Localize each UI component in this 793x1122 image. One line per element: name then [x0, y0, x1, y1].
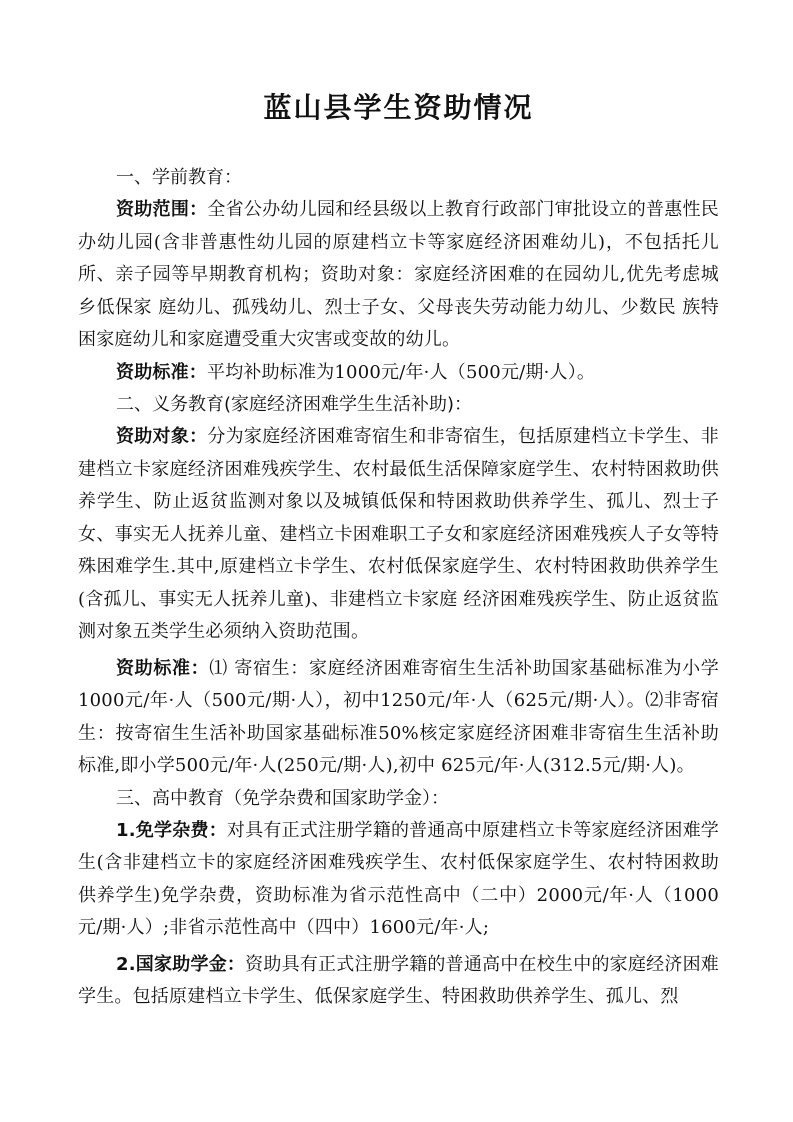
- paragraph-preschool-scope: [78, 194, 719, 357]
- paragraph-compulsory-standard: [78, 653, 719, 783]
- paragraph-text: 对具有正式注册学籍的普通高中原建档立卡等家庭经济困难学生(含非建档立卡的家庭经济困难残疾学生、农村低保家庭学生、农村特困救助供养学生)免学杂费，资助标准为省示范性高中（二中）2000元/年·人（1000元/期·人）;非省示范性高中（四中）1600元/年·人;: [78, 819, 719, 938]
- paragraph-preschool-standard: [78, 357, 719, 390]
- page-title: 蓝山县学生资助情况: [263, 91, 534, 124]
- paragraph-text: 分为家庭经济困难寄宿生和非寄宿生，包括原建档立卡学生、非建档立卡家庭经济困难残疾学生、农村最低生活保障家庭学生、农村特困救助供养学生、防止返贫监测对象以及城镇低保和特困救助供养学生、孤儿、烈士子女、事实无人抚养儿童、建档立卡困难职工子女和家庭经济困难残疾人子女等特殊困难学生.其中,原建档立卡学生、农村低保家庭学生、农村特困救助供养学生(含孤儿、事实无人抚养儿童)、非建档立卡家庭 经济困难残疾学生、防止返贫监测对象五类学生必须纳入资助范围。: [78, 426, 719, 642]
- paragraph-label: 资助标准：: [116, 657, 210, 679]
- paragraph-label: 2.国家助学金：: [116, 953, 246, 975]
- paragraph-label: 1.免学杂费：: [116, 819, 227, 841]
- paragraph-text: 平均补助标准为1000元/年·人（500元/期·人）。: [207, 361, 596, 383]
- paragraph-text: ⑴ 寄宿生：家庭经济困难寄宿生生活补助国家基础标准为小学1000元/年·人（500元/期·人），初中1250元/年·人（625元/期·人）。⑵非寄宿生：按寄宿生生活补助国家基础标准50%核定家庭经济困难非寄宿生生活补助标准,即小学500元/年·人(250元/期·人),初中 625元/年·人(312.5元/期·人)。: [78, 657, 719, 776]
- paragraph-text: 资助具有正式注册学籍的普通高中在校生中的家庭经济困难学生。包括原建档立卡学生、低保家庭学生、特困救助供养学生、孤儿、烈: [78, 953, 720, 1007]
- section-heading-preschool: 一、学前教育：: [116, 167, 242, 188]
- paragraph-compulsory-targets: [78, 421, 719, 649]
- section-heading-highschool: 三、高中教育（免学杂费和国家助学金）：: [116, 787, 449, 809]
- paragraph-highschool-fee-waiver: [78, 815, 719, 945]
- paragraph-highschool-grant: [78, 949, 719, 1014]
- section-heading-compulsory: 二、义务教育(家庭经济困难学生生活补助)：: [116, 394, 473, 415]
- paragraph-text: 全省公办幼儿园和经县级以上教育行政部门审批设立的普惠性民办幼儿园(含非普惠性幼儿园的原建档立卡等家庭经济困难幼儿)，不包括托儿所、亲子园等早期教育机构；资助对象：家庭经济困难的在园幼儿,优先考虑城乡低保家 庭幼儿、孤残幼儿、烈士子女、父母丧失劳动能力幼儿、少数民 族特困家庭幼儿和家庭遭受重大灾害或变故的幼儿。: [78, 199, 719, 350]
- paragraph-label: 资助标准：: [116, 361, 207, 383]
- paragraph-label: 资助对象：: [116, 426, 208, 447]
- paragraph-label: 资助范围：: [116, 199, 208, 220]
